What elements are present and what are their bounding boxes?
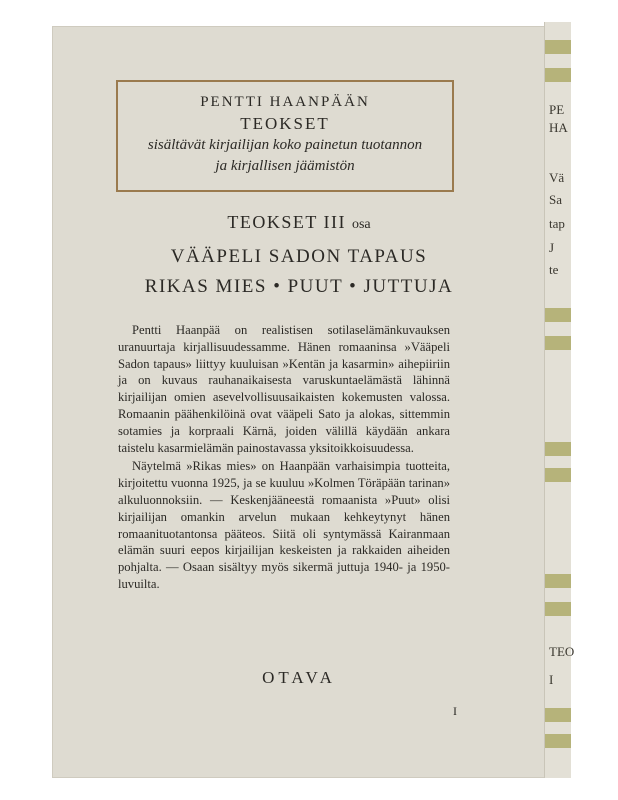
spine-band — [545, 708, 571, 722]
publisher-name: OTAVA — [262, 668, 336, 687]
spine-band — [545, 734, 571, 748]
spine-band — [545, 602, 571, 616]
volume-label: TEOKSET III — [227, 212, 346, 232]
series-description-line1: sisältävät kirjailijan koko painetun tuotannon — [147, 137, 423, 153]
description-text — [118, 322, 450, 593]
title-line-1: VÄÄPELI SADON TAPAUS — [170, 246, 428, 267]
spine-text: PE — [549, 102, 565, 117]
spine-band — [545, 68, 571, 82]
page-number: I — [453, 704, 457, 718]
author-heading: PENTTI HAANPÄÄN — [200, 94, 370, 110]
spine-band — [545, 40, 571, 54]
series-heading: TEOKSET — [240, 114, 330, 133]
series-description-line2: ja kirjallisen jäämistön — [215, 158, 355, 174]
spine-band — [545, 574, 571, 588]
spine-text: HA — [549, 120, 568, 135]
description-paragraph-1: Pentti Haanpää on realistisen sotilaselämänkuvauksen uranuurtaja kirjallisuudessamme. Hänen romaaninsa »Vääpeli Sadon tapaus» liittyy kuuluisan »Kentän ja kasarmin» aihepiiriin ja on kuvaus rauhanaikaisesta varuskuntaelämästä lähinnä kirjailijan omien asevelvollisuusaikaisten kokemusten valossa. Romaanin päähenkilöinä ovat vääpeli Sato ja alokas, sittemmin sotamies ja korpraali Kärnä, joiden välillä käydään ankara taistelu kasarmielämän painostavassa yksitoikkoisuudessa. — [118, 323, 450, 455]
series-title-box — [116, 80, 454, 192]
spine-text: te — [549, 262, 559, 277]
spine-text: Vä — [549, 170, 565, 185]
spine-text: tap — [549, 216, 565, 231]
spine-band — [545, 336, 571, 350]
title-line-2: RIKAS MIES • PUUT • JUTTUJA — [144, 276, 454, 297]
spine-text: TEO — [549, 644, 575, 659]
spine-band — [545, 442, 571, 456]
volume-part: osa — [351, 217, 371, 232]
spine-text: I — [549, 672, 554, 687]
spine-band — [545, 308, 571, 322]
spine-text: J — [549, 240, 555, 255]
volume-heading — [52, 212, 546, 233]
description-paragraph-2: Näytelmä »Rikas mies» on Haanpään varhaisimpia tuotteita, kirjoitettu vuonna 1925, ja se kuuluu »Kolmen Töräpään tarinan» alkuluonnoksiin. — Keskenjääneestä romaanista »Puut» olisi kirjailijan omankin arvelun mukaan kehkeytynyt hänen romaanituotantonsa pääteos. Siitä oli syntymässä Kairanmaan elämän suuri eepos kirjailijan keskeisten ja rakkaiden aiheiden pohjalta. — Osaan sisältyy myös sikermä juttuja 1940- ja 1950-luvuilta. — [118, 459, 450, 591]
spine-text: Sa — [549, 192, 562, 207]
book-spine — [544, 22, 575, 778]
spine-band — [545, 468, 571, 482]
